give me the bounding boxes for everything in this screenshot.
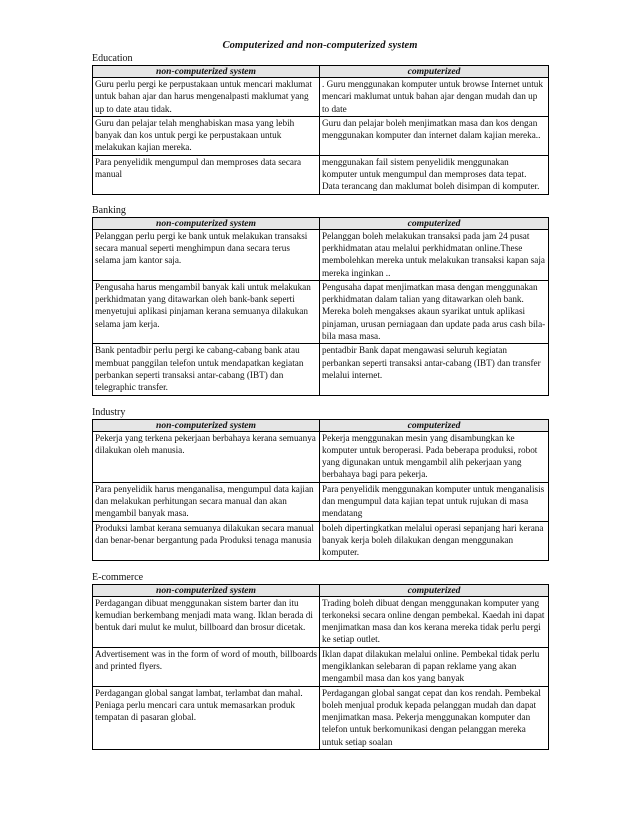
table-row: [93, 596, 549, 647]
cell-non-computerized: Bank pentadbir perlu pergi ke cabang-cabang bank atau membuat panggilan telefon untuk mendapatkan kegiatan perbankan seperti transaksi antar-cabang (IBT) dan telegraphic transfer.: [93, 344, 320, 395]
table-row: [93, 280, 549, 343]
cell-non-computerized: Para penyelidik mengumpul dan memproses data secara manual: [93, 155, 320, 194]
header-row: [93, 66, 549, 78]
cell-non-computerized: Guru perlu pergi ke perpustakaan untuk mencari maklumat untuk bahan ajar dan harus mengenalpasti maklumat yang up to date atau tidak.: [93, 78, 320, 117]
cell-computerized: boleh dipertingkatkan melalui operasi sepanjang hari kerana banyak kerja boleh dilakukan dengan menggunakan komputer.: [320, 521, 549, 560]
table-education: [92, 65, 549, 195]
cell-computerized: . Guru menggunakan komputer untuk browse Internet untuk mencari maklumat untuk bahan ajar dengan mudah dan up to date: [320, 78, 549, 117]
cell-computerized: Para penyelidik menggunakan komputer untuk menganalisis dan mengumpul data kajian tepat untuk rujukan di masa mendatang: [320, 482, 549, 521]
header-row: [93, 419, 549, 431]
cell-non-computerized: Perdagangan dibuat menggunakan sistem barter dan itu kemudian berkembang menjadi mata wang. Iklan berada di bentuk dari mulut ke mulut, billboard dan brosur dicetak.: [93, 596, 320, 647]
header-row: [93, 217, 549, 229]
cell-computerized: Pengusaha dapat menjimatkan masa dengan menggunakan perkhidmatan dalam talian yang ditawarkan oleh bank. Mereka boleh mengakses akaun syarikat untuk aplikasi pinjaman, urusan perniagaan dan update pada arus cash bila-bila masa masa.: [320, 280, 549, 343]
header-computerized: computerized: [320, 66, 549, 78]
table-row: [93, 78, 549, 117]
table-row: [93, 647, 549, 686]
header-computerized: computerized: [320, 217, 549, 229]
table-row: [93, 344, 549, 395]
table-ecommerce: [92, 584, 549, 751]
header-non-computerized: non-computerized system: [93, 66, 320, 78]
cell-non-computerized: Perdagangan global sangat lambat, terlambat dan mahal. Peniaga perlu mencari cara untuk memasarkan produk tempatan di pasaran global.: [93, 686, 320, 749]
document-page: [92, 39, 548, 750]
cell-computerized: Trading boleh dibuat dengan menggunakan komputer yang terkoneksi secara online dengan pembekal. Kaedah ini dapat menjimatkan masa dan kos kerana mereka tidak perlu pergi ke setiap outlet.: [320, 596, 549, 647]
cell-computerized: pentadbir Bank dapat mengawasi seluruh kegiatan perbankan seperti transaksi antar-cabang (IBT) dan transfer melalui internet.: [320, 344, 549, 395]
cell-non-computerized: Pengusaha harus mengambil banyak kali untuk melakukan perkhidmatan yang ditawarkan oleh bank-bank seperti menyetujui aplikasi pinjaman kerana semuanya dilakukan selama jam kerja.: [93, 280, 320, 343]
cell-non-computerized: Advertisement was in the form of word of mouth, billboards and printed flyers.: [93, 647, 320, 686]
table-row: [93, 229, 549, 280]
header-computerized: computerized: [320, 584, 549, 596]
cell-computerized: Pelanggan boleh melakukan transaksi pada jam 24 pusat perkhidmatan atau melalui perkhidmatan online.These membolehkan mereka untuk melakukan transaksi kapan saja mereka inginkan ..: [320, 229, 549, 280]
cell-non-computerized: Para penyelidik harus menganalisa, mengumpul data kajian dan melakukan perhitungan secara manual dan akan mengambil banyak masa.: [93, 482, 320, 521]
table-row: [93, 116, 549, 155]
header-non-computerized: non-computerized system: [93, 217, 320, 229]
table-row: [93, 482, 549, 521]
header-computerized: computerized: [320, 419, 549, 431]
cell-non-computerized: Produksi lambat kerana semuanya dilakukan secara manual dan benar-benar bergantung pada Produksi tenaga manusia: [93, 521, 320, 560]
header-non-computerized: non-computerized system: [93, 419, 320, 431]
cell-computerized: Iklan dapat dilakukan melalui online. Pembekal tidak perlu mengiklankan selebaran di papan reklame yang akan mengambil masa dan kos yang banyak: [320, 647, 549, 686]
section-label-education: Education: [92, 53, 133, 64]
cell-computerized: Guru dan pelajar boleh menjimatkan masa dan kos dengan menggunakan komputer dan internet dalam kajian mereka..: [320, 116, 549, 155]
cell-non-computerized: Pelanggan perlu pergi ke bank untuk melakukan transaksi secara manual seperti menghimpun dana secara terus selama jam kantor saja.: [93, 229, 320, 280]
cell-computerized: Pekerja menggunakan mesin yang disambungkan ke komputer untuk beroperasi. Pada beberapa produksi, robot yang digunakan untuk mengambil alih pekerjaan yang berbahaya bagi para pekerja.: [320, 431, 549, 482]
cell-computerized: Perdagangan global sangat cepat dan kos rendah. Pembekal boleh menjual produk kepada pelanggan mudah dan dapat menjimatkan masa. Pekerja menggunakan komputer dan telefon untuk berkomunikasi dengan pelanggan mereka untuk setiap soalan: [320, 686, 549, 749]
document-title: Computerized and non-computerized system: [222, 40, 418, 51]
header-row: [93, 584, 549, 596]
section-label-banking: Banking: [92, 204, 126, 216]
table-row: [93, 155, 549, 194]
table-industry: [92, 419, 549, 561]
cell-non-computerized: Guru dan pelajar telah menghabiskan masa yang lebih banyak dan kos untuk pergi ke perpustakaan untuk melakukan kajian mereka.: [93, 116, 320, 155]
section-label-ecommerce: E-commerce: [92, 571, 144, 583]
table-row: [93, 431, 549, 482]
table-banking: [92, 217, 549, 396]
cell-computerized: menggunakan fail sistem penyelidik menggunakan komputer untuk mengumpul dan memproses data tepat. Data terancang dan maklumat boleh disimpan di komputer.: [320, 155, 549, 194]
table-row: [93, 521, 549, 560]
cell-non-computerized: Pekerja yang terkena pekerjaan berbahaya kerana semuanya dilakukan oleh manusia.: [93, 431, 320, 482]
header-non-computerized: non-computerized system: [93, 584, 320, 596]
section-label-industry: Industry: [92, 406, 126, 418]
table-row: [93, 686, 549, 749]
